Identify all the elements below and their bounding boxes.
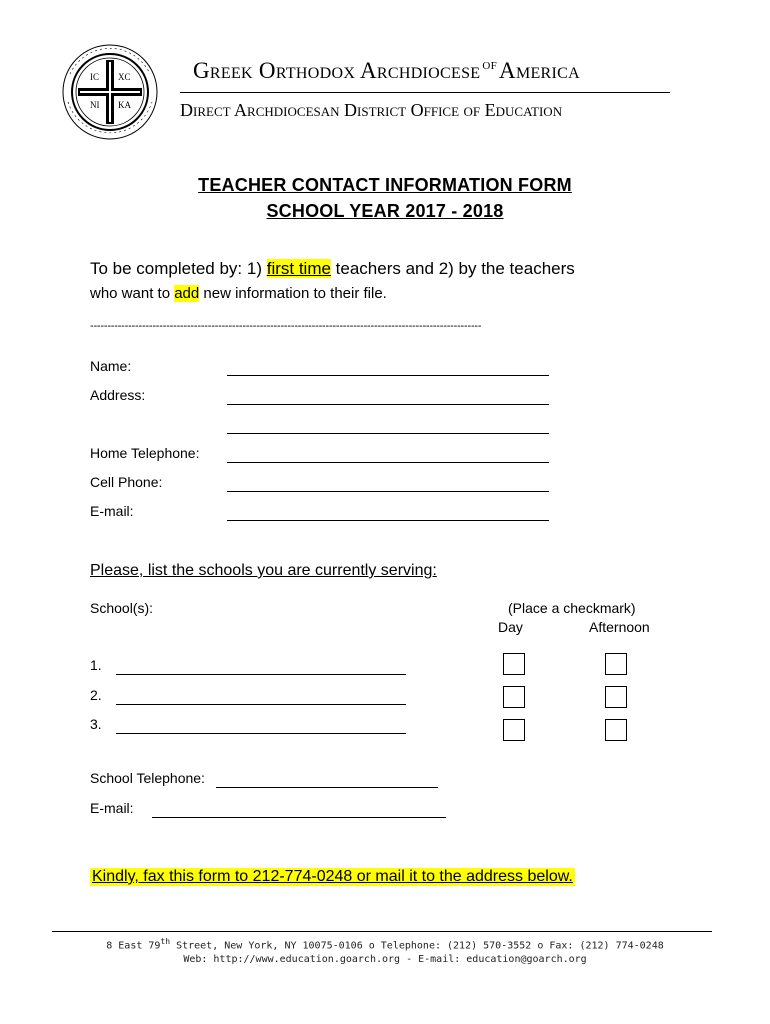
email-field[interactable] — [227, 520, 549, 521]
checkmark-note: (Place a checkmark) — [508, 600, 636, 616]
school-row-number: 2. — [90, 687, 102, 703]
intro-highlight-add: add — [174, 285, 200, 302]
school-year: SCHOOL YEAR 2017 - 2018 — [266, 201, 504, 221]
schools-label: School(s): — [90, 600, 154, 616]
office-name: Direct Archdiocesan District Office of Education — [180, 100, 563, 120]
archdiocese-seal — [60, 42, 160, 142]
footer-address — [0, 937, 770, 951]
intro-line-1 — [90, 259, 575, 279]
school-1-afternoon-checkbox[interactable] — [605, 653, 627, 675]
footer-web: Web: http://www.education.goarch.org - E-mail: education@goarch.org — [183, 954, 587, 965]
school-telephone-label: School Telephone: — [90, 770, 205, 786]
school-email-field[interactable] — [152, 817, 446, 818]
footer-address-text: Street, New York, NY 10075-0106 o Telephone: (212) 570-3552 o Fax: (212) 774-0248 — [170, 940, 664, 952]
school-name-field-2[interactable] — [116, 704, 406, 705]
seal-text: KA — [118, 100, 131, 110]
org-title-of: OF — [482, 60, 498, 72]
name-field[interactable] — [227, 375, 549, 376]
school-2-day-checkbox[interactable] — [503, 686, 525, 708]
seal-text: NI — [90, 100, 100, 110]
school-row-number: 1. — [90, 657, 102, 673]
footer-address-sup: th — [160, 937, 171, 946]
school-name-field-3[interactable] — [116, 733, 406, 734]
address-label: Address: — [90, 387, 146, 403]
footer-address-text: 8 East 79 — [106, 940, 161, 952]
cell-phone-label: Cell Phone: — [90, 474, 163, 490]
intro-text: new information to their file. — [199, 285, 387, 302]
seal-text: IC — [90, 72, 99, 82]
afternoon-column-header: Afternoon — [589, 619, 650, 635]
school-name-field-1[interactable] — [116, 674, 406, 675]
school-1-day-checkbox[interactable] — [503, 653, 525, 675]
home-telephone-label: Home Telephone: — [90, 445, 200, 461]
school-3-afternoon-checkbox[interactable] — [605, 719, 627, 741]
intro-text: who want to — [90, 285, 175, 302]
school-2-afternoon-checkbox[interactable] — [605, 686, 627, 708]
day-column-header: Day — [498, 619, 523, 635]
org-title-part2: America — [499, 58, 580, 83]
intro-text: To be completed by: 1) — [90, 259, 267, 278]
fax-instruction: Kindly, fax this form to 212-774-0248 or mail it to the address below. — [92, 868, 573, 885]
cell-phone-field[interactable] — [227, 491, 549, 492]
form-title: TEACHER CONTACT INFORMATION FORM — [198, 175, 572, 195]
header-divider — [180, 92, 670, 93]
school-telephone-field[interactable] — [216, 787, 438, 788]
schools-heading: Please, list the schools you are currently serving: — [90, 562, 437, 579]
school-row-number: 3. — [90, 716, 102, 732]
address-field-line-1[interactable] — [227, 404, 549, 405]
intro-highlight-first-time: first time — [266, 259, 331, 278]
school-email-label: E-mail: — [90, 800, 134, 816]
intro-line-2 — [90, 285, 387, 302]
name-label: Name: — [90, 358, 132, 374]
org-title — [193, 58, 580, 84]
seal-text: XC — [118, 72, 131, 82]
footer-divider — [52, 931, 712, 932]
separator-line: ----------------------------------------------------------------------------------------------------------------- — [90, 320, 482, 332]
intro-text: teachers and 2) by the teachers — [330, 259, 575, 278]
org-title-part1: Greek Orthodox Archdiocese — [193, 58, 481, 83]
home-telephone-field[interactable] — [227, 462, 549, 463]
address-field-line-2[interactable] — [227, 433, 549, 434]
email-label: E-mail: — [90, 503, 134, 519]
school-3-day-checkbox[interactable] — [503, 719, 525, 741]
